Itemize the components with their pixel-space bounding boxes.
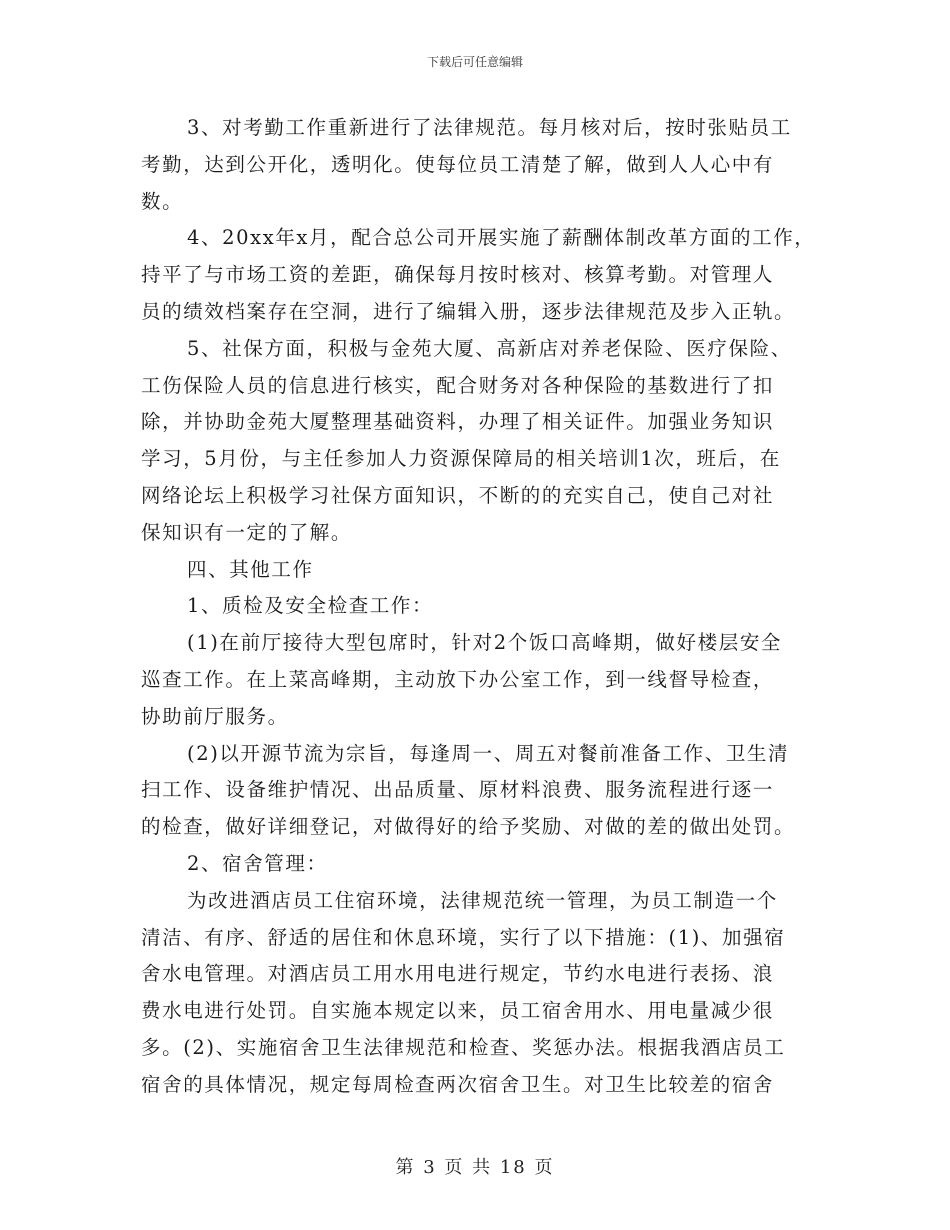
text-line: (1)在前厅接待大型包席时，针对2个饭口高峰期，做好楼层安全 <box>187 631 783 655</box>
text-line: 2、宿舍管理： <box>187 851 328 875</box>
text-line: 为改进酒店员工住宿环境，法律规范统一管理，为员工制造一个 <box>187 888 778 912</box>
text-line: 四、其他工作 <box>187 557 314 581</box>
text-line: 网络论坛上积极学习社保方面知识，不断的的充实自己，使自己对社 <box>141 483 775 507</box>
text-line: 员的绩效档案存在空洞，进行了编辑入册，逐步法律规范及步入正轨。 <box>141 299 796 323</box>
text-line: 持平了与市场工资的差距，确保每月按时核对、核算考勤。对管理人 <box>141 263 775 287</box>
text-line: 舍水电管理。对酒店员工用水用电进行规定，节约水电进行表扬、浪 <box>141 962 775 986</box>
text-line: 考勤，达到公开化，透明化。使每位员工清楚了解，做到人人心中有 <box>141 152 775 176</box>
document-body <box>141 110 821 1104</box>
text-line: 工伤保险人员的信息进行核实，配合财务对各种保险的基数进行了扣 <box>141 373 775 397</box>
text-line: 3、对考勤工作重新进行了法律规范。每月核对后，按时张贴员工 <box>187 116 792 139</box>
text-line: 4、20xx年x月，配合总公司开展实施了薪酬体制改革方面的工作， <box>187 226 816 250</box>
text-line: 扫工作、设备维护情况、出品质量、原材料浪费、服务流程进行逐一 <box>141 778 775 802</box>
text-line: 宿舍的具体情况，规定每周检查两次宿舍卫生。对卫生比较差的宿舍 <box>141 1072 775 1096</box>
text-line: 保知识有一定的了解。 <box>141 520 353 544</box>
text-line: 清洁、有序、舒适的居住和休息环境，实行了以下措施：(1)、加强宿 <box>141 925 786 949</box>
text-line: 学习，5月份，与主任参加人力资源保障局的相关培训1次，班后，在 <box>141 447 781 471</box>
page-header: 下载后可任意编辑 <box>426 55 523 69</box>
text-line: 5、社保方面，积极与金苑大厦、高新店对养老保险、医疗保险、 <box>187 336 792 360</box>
page-footer: 第 3 页 共 18 页 <box>395 1157 555 1178</box>
text-line: 除，并协助金苑大厦整理基础资料，办理了相关证件。加强业务知识 <box>141 410 775 434</box>
text-line: 费水电进行处罚。自实施本规定以来，员工宿舍用水、用电量减少很 <box>141 999 775 1023</box>
text-line: 巡查工作。在上菜高峰期，主动放下办公室工作，到一线督导检查， <box>141 667 775 691</box>
text-line: 1、质检及安全检查工作： <box>187 594 434 618</box>
text-line: 的检查，做好详细登记，对做得好的给予奖励、对做的差的做出处罚。 <box>141 815 796 839</box>
text-line: 数。 <box>141 189 184 213</box>
text-line: 多。(2)、实施宿舍卫生法律规范和检查、奖惩办法。根据我酒店员工 <box>141 1035 786 1059</box>
text-line: 协助前厅服务。 <box>141 704 289 728</box>
text-line: (2)以开源节流为宗旨，每逢周一、周五对餐前准备工作、卫生清 <box>187 741 790 765</box>
